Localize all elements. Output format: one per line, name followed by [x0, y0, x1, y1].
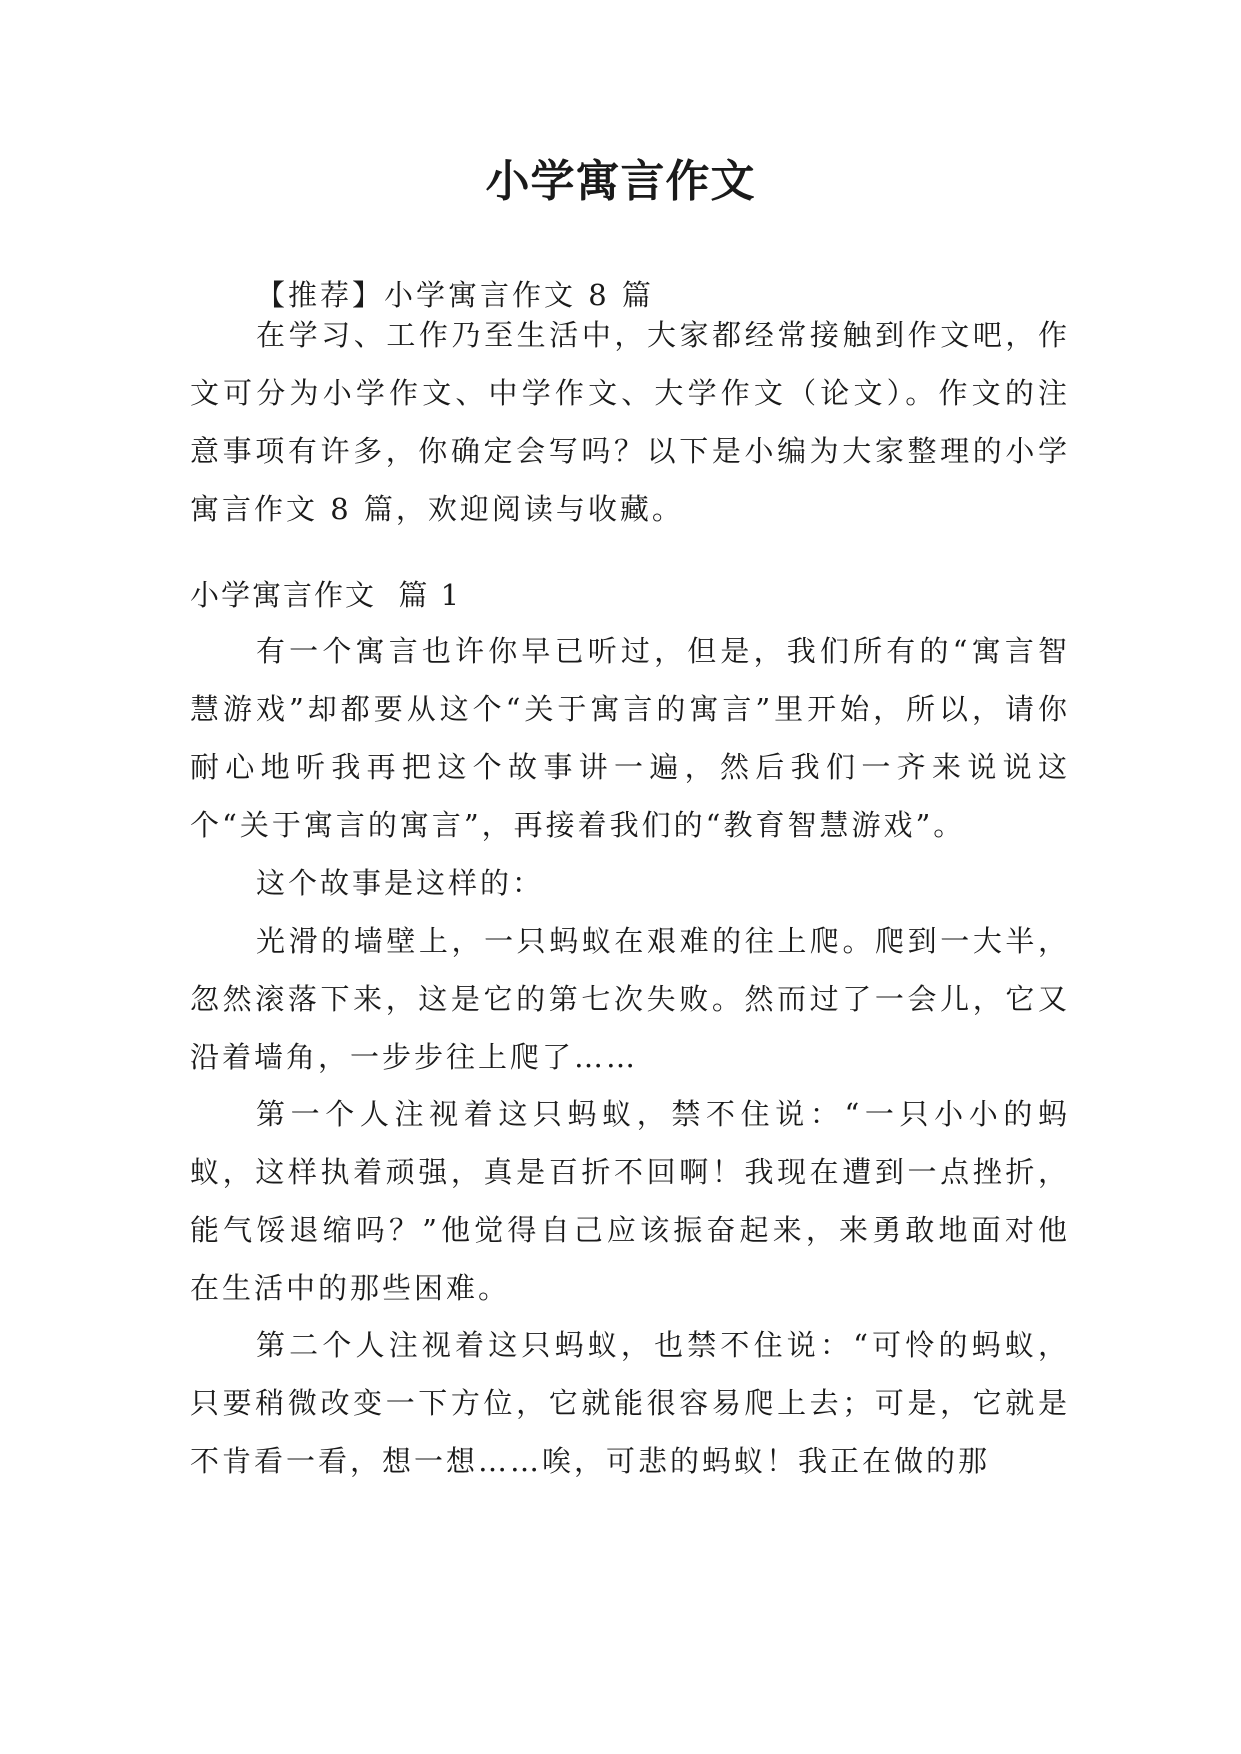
story-paragraph-3: 光滑的墙壁上，一只蚂蚁在艰难的往上爬。爬到一大半，忽然滚落下来，这是它的第七次失败。然而过了一会儿，它又沿着墙角，一步步往上爬了……	[190, 924, 1070, 1074]
story-paragraph-4: 第一个人注视着这只蚂蚁，禁不住说：“一只小小的蚂蚁，这样执着顽强，真是百折不回啊！我现在遭到一点挫折，能气馁退缩吗？”他觉得自己应该振奋起来，来勇敢地面对他在生活中的那些困难。	[190, 1097, 1070, 1305]
document-title: 小学寓言作文	[485, 156, 756, 207]
story-paragraph-2: 这个故事是这样的：	[256, 866, 545, 900]
story-paragraph-1: 有一个寓言也许你早已听过，但是，我们所有的“寓言智慧游戏”却都要从这个“关于寓言的寓言”里开始，所以，请你耐心地听我再把这个故事讲一遍，然后我们一齐来说说这个“关于寓言的寓言”，再接着我们的“教育智慧游戏”。	[190, 634, 1070, 842]
recommend-line: 【推荐】小学寓言作文 8 篇	[256, 278, 654, 312]
section-heading: 小学寓言作文 篇 1	[190, 578, 462, 612]
story-paragraph-5: 第二个人注视着这只蚂蚁，也禁不住说：“可怜的蚂蚁，只要稍微改变一下方位，它就能很容易爬上去；可是，它就是不肯看一看，想一想……唉，可悲的蚂蚁！我正在做的那	[190, 1328, 1070, 1478]
intro-paragraph: 在学习、工作乃至生活中，大家都经常接触到作文吧，作文可分为小学作文、中学作文、大学作文（论文）。作文的注意事项有许多，你确定会写吗？以下是小编为大家整理的小学寓言作文 8 篇，欢迎阅读与收藏。	[190, 318, 1070, 526]
